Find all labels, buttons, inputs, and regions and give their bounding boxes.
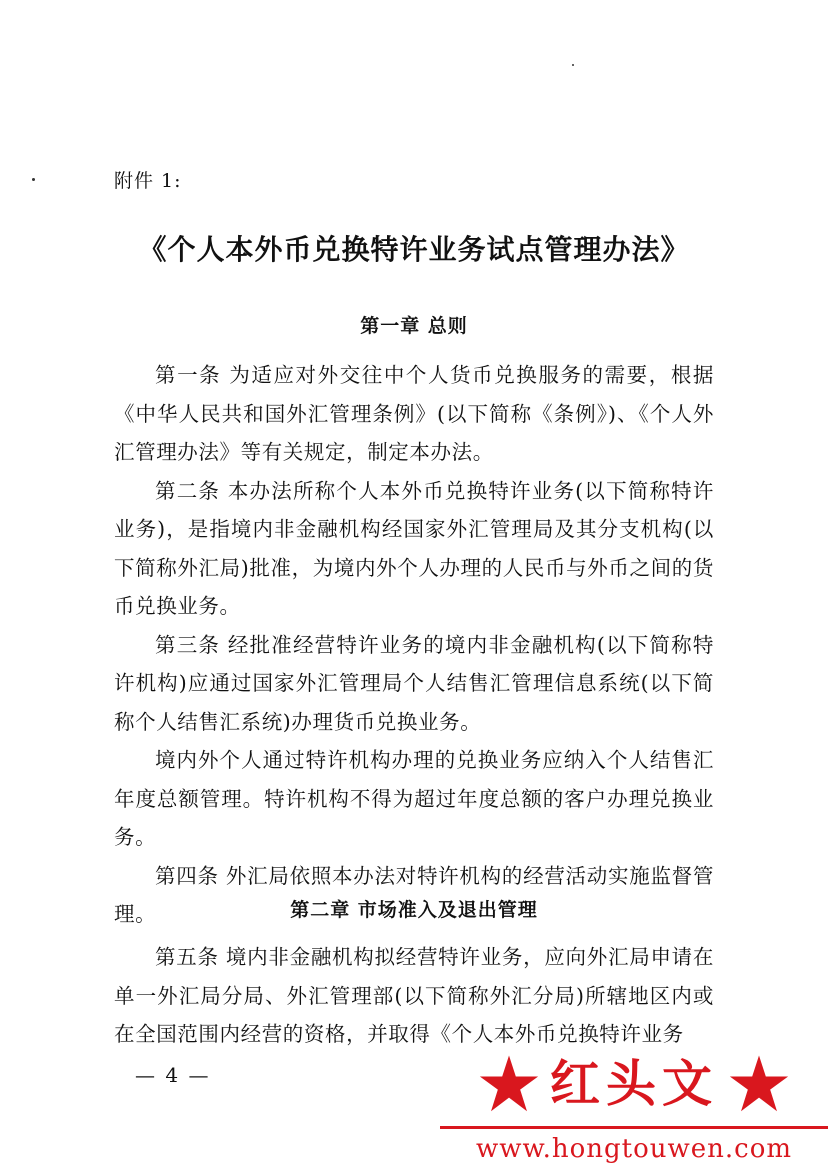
watermark-banner (440, 1048, 828, 1120)
article-3-continued: 境内外个人通过特许机构办理的兑换业务应纳入个人结售汇年度总额管理。特许机构不得为超过年度总额的客户办理兑换业务。 (114, 748, 714, 849)
article-3: 第三条 经批准经营特许业务的境内非金融机构(以下简称特许机构)应通过国家外汇管理局个人结售汇管理信息系统(以下简称个人结售汇系统)办理货币兑换业务。 (114, 632, 714, 734)
scan-speck (572, 64, 574, 66)
star-icon (478, 1053, 540, 1115)
watermark-url[interactable]: www.hongtouwen.com (475, 1134, 793, 1164)
scan-speck (32, 178, 35, 181)
chapter-1-heading: 第一章 总则 (360, 315, 468, 337)
watermark (440, 1048, 828, 1170)
article-5: 第五条 境内非金融机构拟经营特许业务，应向外汇局申请在单一外汇局分局、外汇管理部(以下简称外汇分局)所辖地区内或在全国范围内经营的资格，并取得《个人本外币兑换特许业务 (114, 945, 714, 1046)
star-icon (728, 1053, 790, 1115)
chapter-1-body (114, 356, 714, 934)
chapter-2-heading: 第二章 市场准入及退出管理 (290, 899, 538, 921)
watermark-divider (440, 1126, 828, 1129)
article-4: 第四条 外汇局依照本办法对特许机构的经营活动实施监督管理。 (114, 863, 714, 926)
article-1: 第一条 为适应对外交往中个人货币兑换服务的需要，根据《中华人民共和国外汇管理条例》(以下简称《条例》)、《个人外汇管理办法》等有关规定，制定本办法。 (114, 363, 714, 464)
page-number: — 4 — (135, 1063, 211, 1087)
article-2: 第二条 本办法所称个人本外币兑换特许业务(以下简称特许业务)，是指境内非金融机构经国家外汇管理局及其分支机构(以下简称外汇局)批准，为境内外个人办理的人民币与外币之间的货币兑换业务。 (114, 478, 714, 618)
attachment-label: 附件 1: (114, 170, 182, 192)
watermark-text: 红头文 (550, 1055, 718, 1113)
chapter-2-body (114, 938, 714, 1054)
document-title: 《个人本外币兑换特许业务试点管理办法》 (138, 233, 690, 266)
